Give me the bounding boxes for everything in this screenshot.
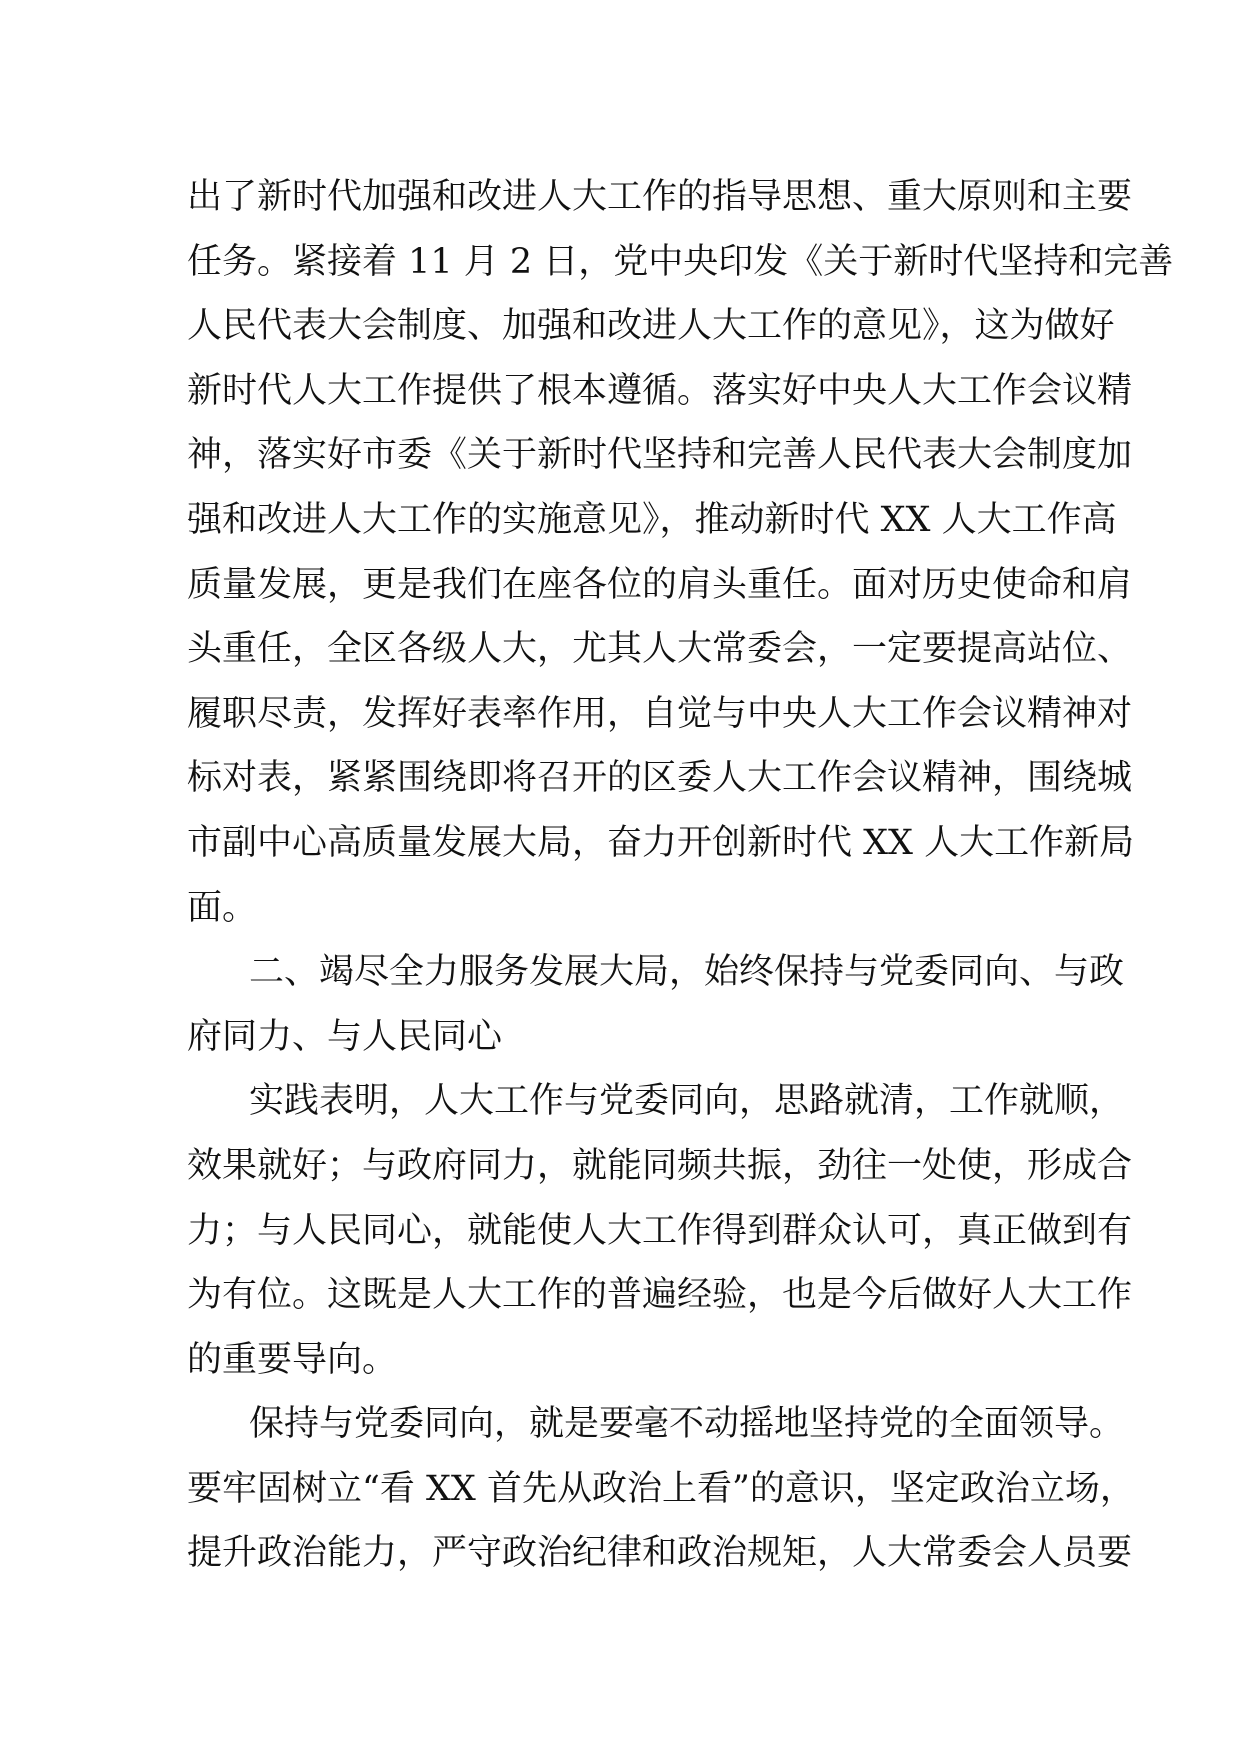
text-line: 的重要导向。 [187, 1339, 398, 1380]
text-line: 面。 [187, 887, 258, 928]
text-line: 新时代人大工作提供了根本遵循。落实好中央人大工作会议精 [187, 370, 1133, 411]
document-body [187, 165, 1174, 1586]
text-line: 神，落实好市委《关于新时代坚持和完善人民代表大会制度加 [187, 435, 1133, 476]
text-line: 履职尽责，发挥好表率作用，自觉与中央人大工作会议精神对 [187, 693, 1133, 734]
section-heading-line: 府同力、与人民同心 [187, 1016, 503, 1057]
text-line: 人民代表大会制度、加强和改进人大工作的意见》，这为做好 [187, 306, 1115, 347]
text-line: 提升政治能力，严守政治纪律和政治规矩，人大常委会人员要 [187, 1533, 1133, 1574]
text-line: 市副中心高质量发展大局，奋力开创新时代 XX 人大工作新局 [187, 822, 1135, 863]
text-line: 强和改进人大工作的实施意见》，推动新时代 XX 人大工作高 [187, 499, 1117, 540]
section-heading-line: 二、竭尽全力服务发展大局，始终保持与党委同向、与政 [249, 952, 1125, 993]
text-line: 任务。紧接着 11 月 2 日，党中央印发《关于新时代坚持和完善 [187, 241, 1174, 282]
text-line: 质量发展，更是我们在座各位的肩头重任。面对历史使命和肩 [187, 564, 1133, 605]
text-line: 为有位。这既是人大工作的普遍经验，也是今后做好人大工作 [187, 1275, 1133, 1316]
text-line: 保持与党委同向，就是要毫不动摇地坚持党的全面领导。 [249, 1404, 1125, 1445]
text-line: 头重任，全区各级人大，尤其人大常委会，一定要提高站位、 [187, 629, 1133, 670]
text-line: 力；与人民同心，就能使人大工作得到群众认可，真正做到有 [187, 1210, 1133, 1251]
text-line: 标对表，紧紧围绕即将召开的区委人大工作会议精神，围绕城 [187, 758, 1133, 799]
text-line: 要牢固树立“看 XX 首先从政治上看”的意识，坚定政治立场， [187, 1468, 1135, 1509]
text-line: 出了新时代加强和改进人大工作的指导思想、重大原则和主要 [187, 177, 1133, 217]
text-line: 效果就好；与政府同力，就能同频共振，劲往一处使，形成合 [187, 1145, 1133, 1186]
text-line: 实践表明，人大工作与党委同向，思路就清，工作就顺， [249, 1081, 1125, 1122]
